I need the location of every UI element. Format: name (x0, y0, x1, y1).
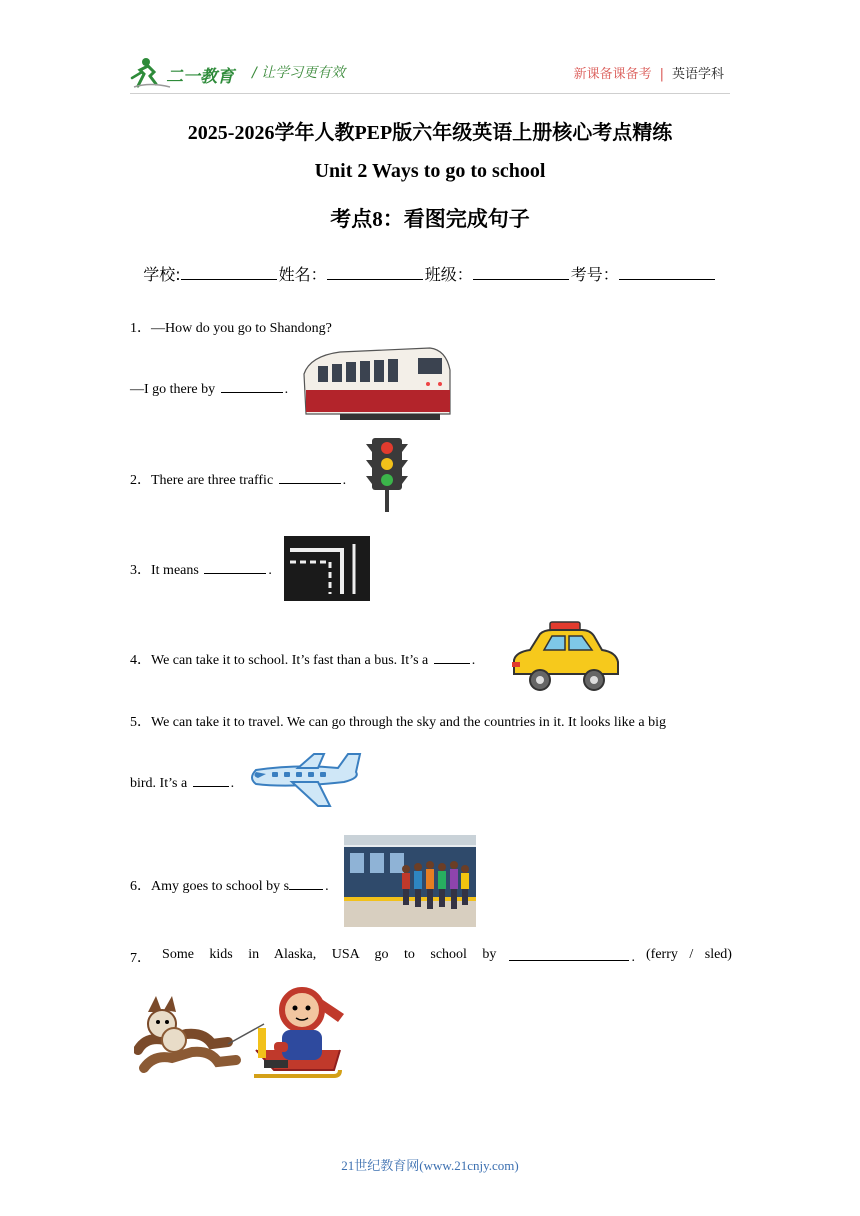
question-text: There are three traffic (151, 473, 274, 488)
student-info (0, 262, 860, 285)
question-number: 4． (130, 653, 151, 668)
question-number: 7． (130, 951, 151, 966)
period: . (631, 950, 635, 965)
logo (130, 56, 240, 90)
question-5 (130, 711, 732, 731)
question-number: 3． (130, 563, 151, 578)
number-field[interactable] (619, 265, 715, 280)
question-3 (130, 559, 272, 579)
main-title: 2025-2026学年人教PEP版六年级英语上册核心考点精练 (187, 122, 673, 144)
answer-blank[interactable] (221, 379, 283, 393)
answer-blank[interactable] (193, 773, 229, 787)
period: . (342, 473, 347, 488)
subway-platform-icon (344, 835, 476, 927)
taxi-icon (510, 620, 622, 696)
number-label: 考号： (570, 265, 619, 284)
period: . (471, 653, 476, 668)
logo-text: 二一教育 (166, 67, 234, 87)
question-7 (130, 947, 732, 967)
question-5-answer (130, 773, 234, 792)
question-2 (130, 469, 346, 489)
school-label: 学校: (143, 265, 181, 284)
question-text: Some kids in Alaska, USA go to school by (162, 947, 497, 962)
name-label: 姓名： (278, 265, 327, 284)
question-number: 2． (130, 473, 151, 488)
answer-blank[interactable] (279, 470, 341, 484)
period: . (284, 382, 289, 397)
header-divider (130, 93, 730, 94)
question-text: —How do you go to Shandong? (151, 321, 332, 336)
question-6 (130, 875, 329, 895)
dog-sled-icon (134, 984, 354, 1090)
question-text: bird. It’s a (130, 776, 188, 791)
school-field[interactable] (181, 265, 277, 280)
turn-sign-icon (284, 536, 370, 601)
question-text: It means (151, 563, 199, 578)
question-1-answer (130, 379, 288, 398)
question-number: 5． (130, 715, 151, 730)
question-number: 6． (130, 879, 151, 894)
question-text: —I go there by (130, 382, 216, 397)
unit-title: Unit 2 Ways to go to school (314, 160, 546, 182)
footer: 21世纪教育网(www.21cnjy.com) (341, 1158, 519, 1173)
question-1 (130, 317, 332, 337)
answer-blank[interactable] (289, 876, 323, 890)
question-number: 1． (130, 321, 151, 336)
header-right (574, 63, 724, 82)
point-title: 考点8：看图完成句子 (330, 207, 530, 231)
header-separator: | (659, 67, 664, 82)
class-field[interactable] (473, 265, 569, 280)
header-subject: 英语学科 (671, 67, 724, 82)
question-text: We can take it to travel. We can go through the sky and the countries in it. It looks like a big (151, 715, 666, 730)
question-text: Amy goes to school by s (151, 879, 290, 894)
period: . (230, 776, 235, 791)
period: . (268, 563, 272, 578)
slogan: / 让学习更有效 (252, 65, 346, 81)
question-text: We can take it to school. It’s fast than a bus. It’s a (151, 653, 429, 668)
traffic-light-icon (362, 436, 412, 514)
name-field[interactable] (327, 265, 423, 280)
class-label: 班级： (424, 265, 473, 284)
answer-blank[interactable] (204, 560, 266, 574)
options-hint: (ferry / sled) (646, 947, 732, 962)
answer-blank[interactable] (509, 947, 629, 961)
question-4 (130, 649, 475, 669)
plane-icon (248, 748, 366, 812)
period: . (325, 879, 329, 894)
answer-blank[interactable] (434, 650, 470, 664)
header-primary: 新课备课备考 (573, 67, 652, 82)
train-icon (300, 344, 452, 424)
